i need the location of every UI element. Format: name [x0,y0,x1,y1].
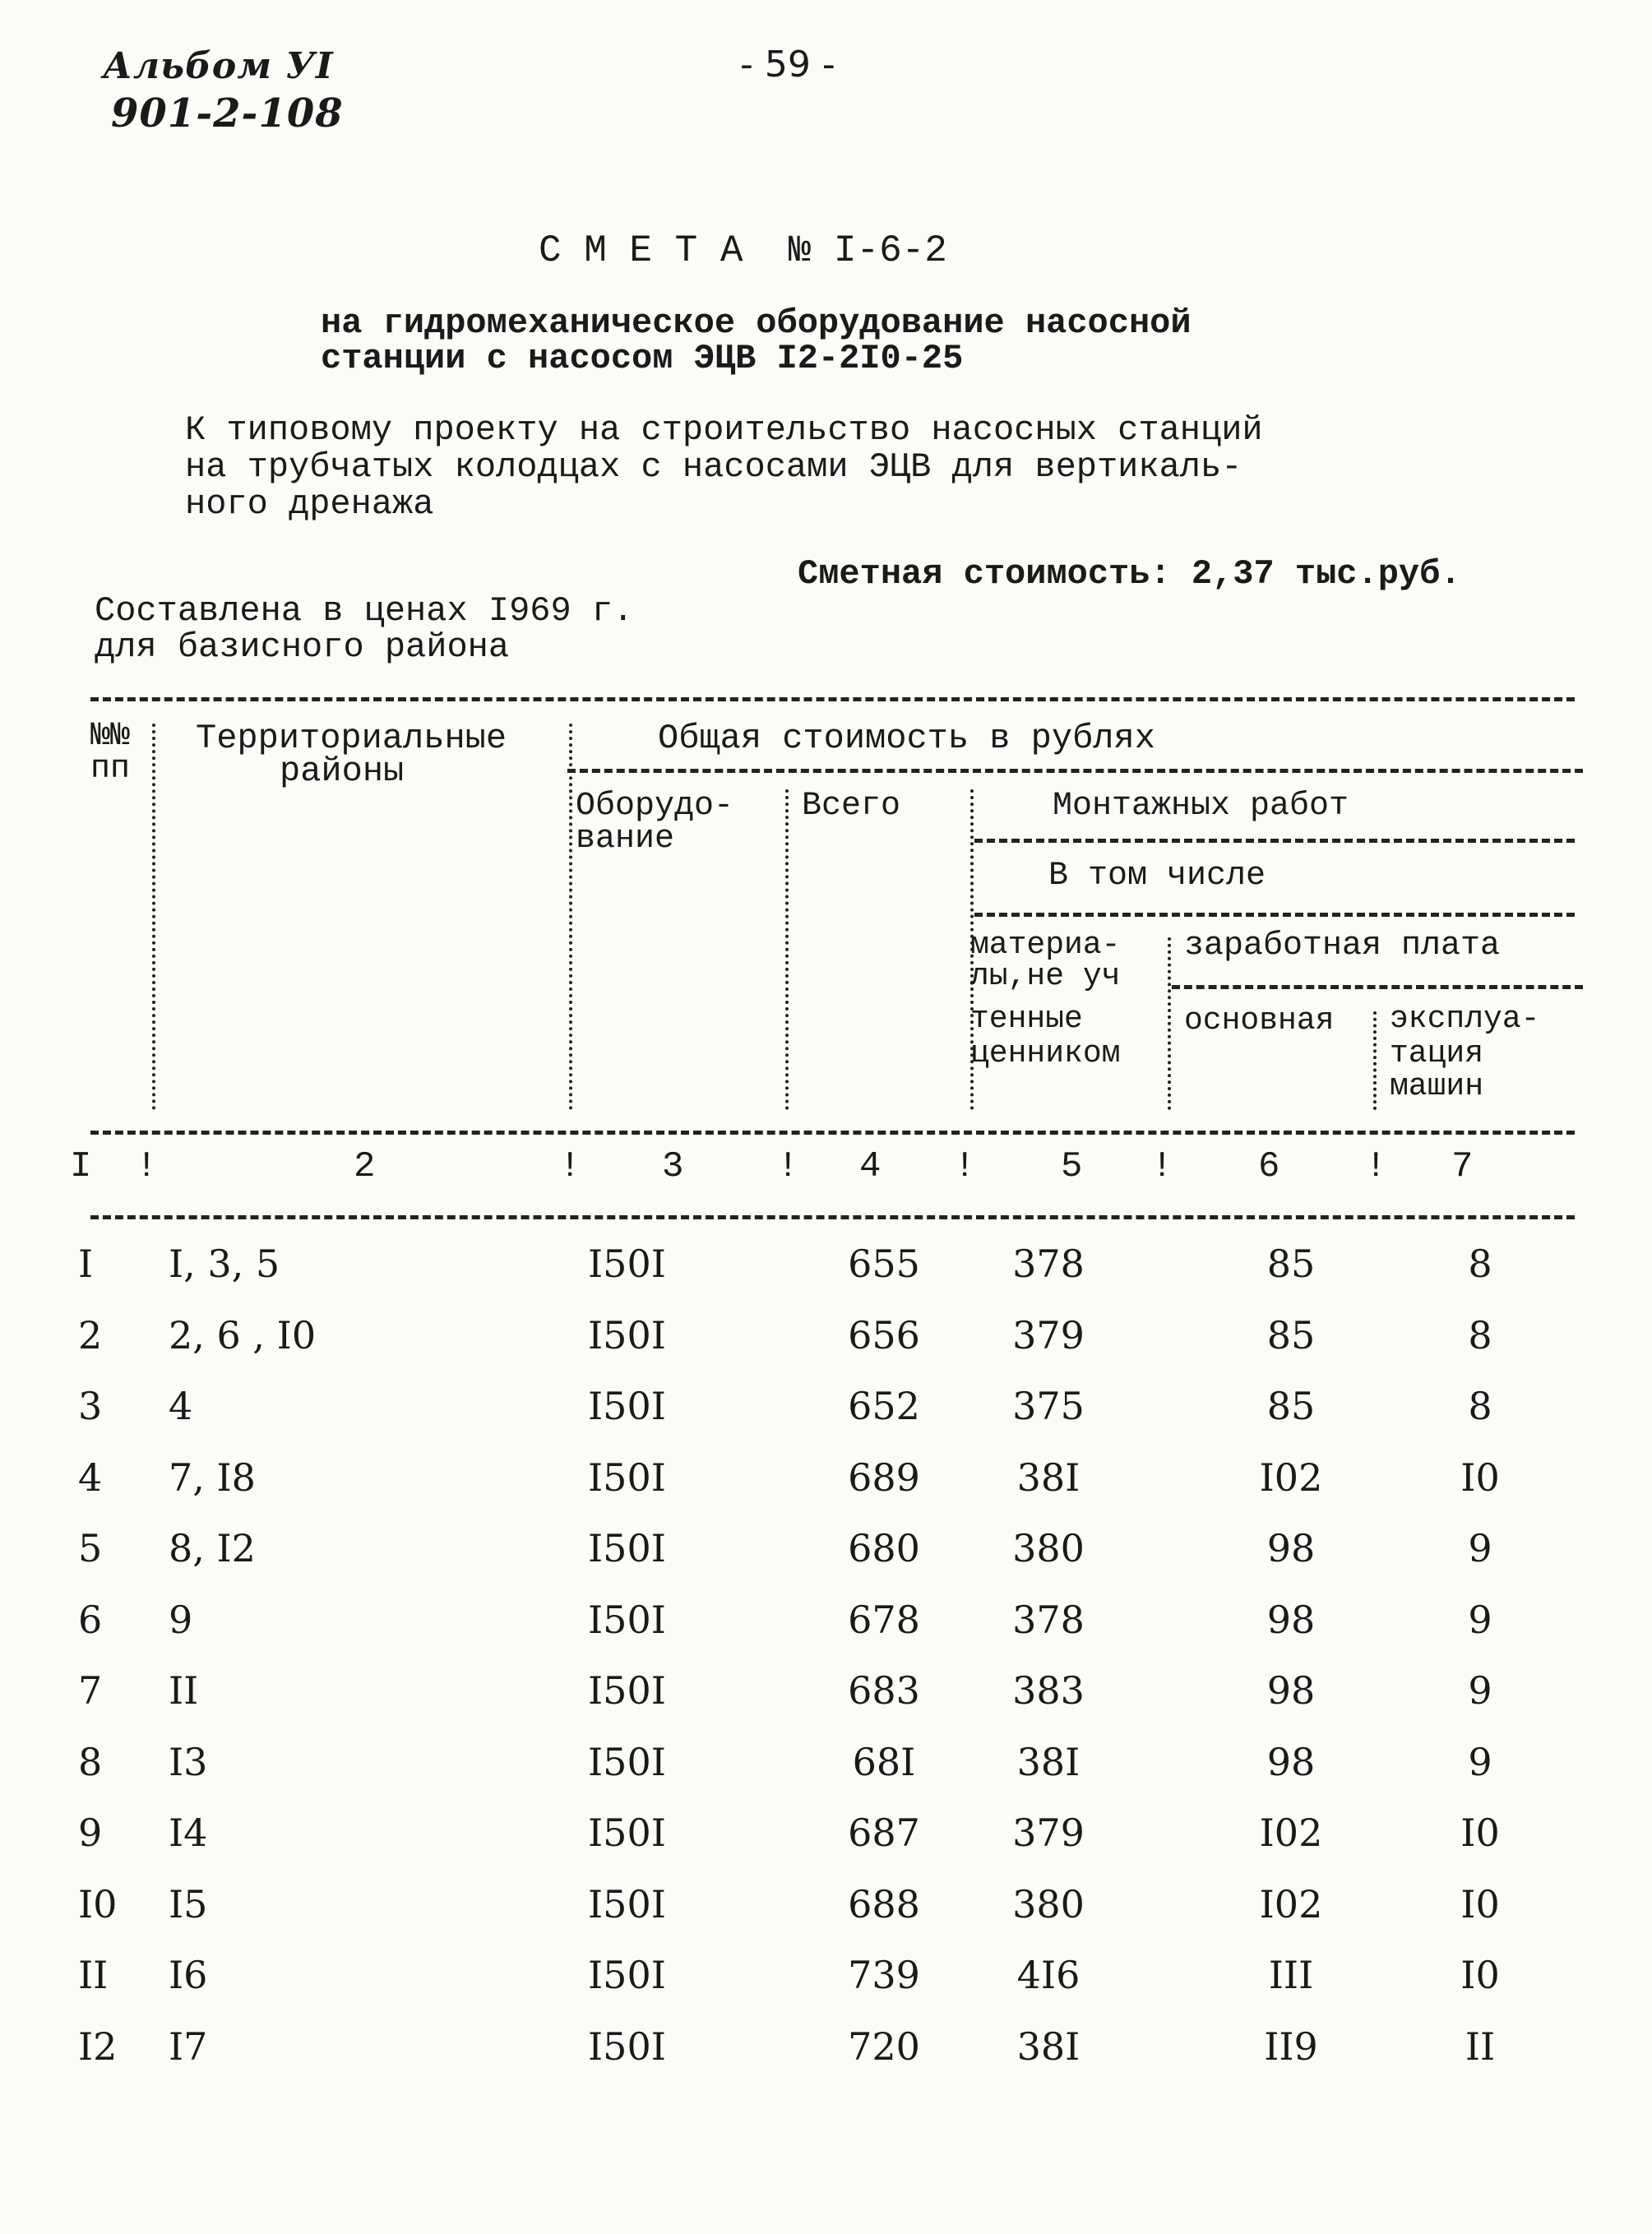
table-cell: I0 [1460,1455,1500,1500]
table-cell: 4I6 [1016,1953,1081,1997]
table-cell: II [1465,2024,1496,2069]
table-cell: I50I [588,1312,666,1358]
table-cell: 98 [1266,1526,1316,1570]
table-cell: I4 [169,1811,208,1855]
colnum-4: 4 [859,1146,882,1187]
table-cell: 8 [1468,1242,1492,1286]
hdr-machines-2: тация [1390,1036,1484,1071]
colnum-sep-2: ! [559,1146,581,1187]
vsep-6 [1373,1011,1377,1110]
table-cell: 687 [848,1811,920,1855]
table-cell: 9 [1468,1668,1492,1713]
table-cell: 739 [848,1953,920,1997]
colnum-7: 7 [1451,1146,1474,1187]
hdr-equipment-1: Оборудо- [576,788,734,825]
hdr-materials-2: лы,не уч [970,959,1121,994]
compiled-line-1: Составлена в ценах I969 г. [95,591,634,631]
table-cell: III [1268,1953,1314,1997]
table-cell: I50I [588,1384,666,1428]
table-cell: I7 [169,2024,208,2069]
table-cell: 85 [1266,1242,1316,1286]
table-cell: 7, I8 [169,1455,256,1500]
table-cell: 375 [1012,1384,1085,1428]
table-cell: 383 [1012,1668,1085,1713]
table-cell: 688 [848,1881,920,1926]
table-cell: 38I [1016,2024,1081,2069]
doc-title: С М Е Т А № I-6-2 [539,229,947,272]
table-cell: 683 [848,1668,920,1713]
table-cell: 2, 6 , I0 [169,1312,317,1358]
table-cell: 98 [1266,1739,1316,1784]
table-cell: 380 [1012,1526,1085,1570]
table-cell: 38I [1016,1739,1081,1784]
hdr-machines-3: машин [1390,1069,1484,1104]
rule-including [974,913,1575,917]
table-cell: 98 [1266,1597,1316,1642]
table-cell: I02 [1259,1881,1323,1926]
colnum-3: 3 [662,1146,684,1187]
row-number: 2 [78,1312,103,1358]
row-number: 4 [78,1455,103,1500]
table-cell: I50I [588,1953,666,1997]
table-cell: 652 [848,1384,920,1428]
row-number: 7 [78,1668,103,1713]
hdr-regions-1: Территориальные [196,719,507,758]
page-number: - 59 - [740,44,835,86]
row-number: II [78,1953,109,1997]
colnum-sep-6: ! [1365,1146,1387,1187]
table-cell: I50I [588,1739,666,1784]
table-cell: 720 [848,2024,920,2069]
colnum-6: 6 [1258,1146,1280,1187]
hdr-including: В том числе [1048,858,1266,895]
rule-colnum-bottom [90,1215,1575,1219]
rule-salary [1172,985,1583,989]
hdr-materials-3: тенные [970,1001,1083,1037]
table-cell: I5 [169,1881,208,1926]
table-cell: 9 [1468,1526,1492,1570]
table-cell: 379 [1012,1811,1085,1855]
table-cell: I3 [169,1739,208,1784]
table-cell: 8 [1468,1312,1492,1358]
subtitle-line-1: на гидромеханическое оборудование насосной [321,303,1192,343]
table-cell: 680 [848,1526,920,1570]
table-top-rule [90,697,1575,701]
table-cell: 38I [1016,1455,1081,1500]
project-line-2: на трубчатых колодцах с насосами ЭЦВ для вертикаль- [185,447,1242,487]
rule-total-cost [567,769,1583,773]
table-cell: I50I [588,2024,666,2069]
table-cell: 9 [1468,1597,1492,1642]
project-line-3: ного дренажа [185,484,434,524]
table-cell: I50I [588,1455,666,1500]
table-cell: I50I [588,1668,666,1713]
row-number: 8 [78,1739,103,1784]
row-number: 6 [78,1597,103,1642]
colnum-sep-1: ! [136,1146,158,1187]
hdr-salary: заработная плата [1184,927,1501,964]
table-cell: I, 3, 5 [169,1242,280,1286]
table-cell: I6 [169,1953,208,1997]
subtitle-line-2: станции с насосом ЭЦВ I2-2I0-25 [321,339,964,378]
table-cell: 379 [1012,1312,1085,1358]
rule-header-bottom [90,1131,1575,1135]
table-cell: 655 [848,1242,920,1286]
table-cell: 378 [1012,1242,1085,1286]
hdr-machines-1: эксплуа- [1390,1001,1540,1037]
row-number: 5 [78,1526,103,1570]
table-cell: I50I [588,1526,666,1570]
colnum-sep-4: ! [954,1146,976,1187]
hdr-basic: основная [1184,1003,1335,1038]
table-cell: I50I [588,1811,666,1855]
table-cell: 4 [169,1384,193,1428]
album-label: Альбом УI [103,45,334,87]
table-cell: I50I [588,1597,666,1642]
table-cell: 678 [848,1597,920,1642]
compiled-line-2: для базисного района [95,627,510,667]
rule-mounting [974,839,1575,843]
row-number: 3 [78,1384,103,1428]
row-number: I2 [78,2024,118,2069]
colnum-2: 2 [354,1146,376,1187]
hdr-total-cost: Общая стоимость в рублях [658,719,1155,758]
table-cell: 68I [852,1739,916,1784]
table-cell: 85 [1266,1384,1316,1428]
colnum-5: 5 [1061,1146,1083,1187]
table-cell: 8 [1468,1384,1492,1428]
colnum-1: I [70,1146,92,1187]
table-cell: 9 [1468,1739,1492,1784]
table-cell: 85 [1266,1312,1316,1358]
project-line-1: К типовому проекту на строительство насосных станций [185,410,1263,450]
table-cell: I0 [1460,1811,1500,1855]
table-cell: II [169,1668,199,1713]
hdr-num-1: №№ [90,718,131,755]
hdr-regions-2: районы [280,752,405,791]
hdr-all: Всего [802,788,901,825]
hdr-materials-1: материа- [970,927,1121,963]
hdr-mounting: Монтажных работ [1053,788,1349,825]
table-cell: I02 [1259,1455,1323,1500]
row-number: 9 [78,1811,103,1855]
vsep-2 [569,724,572,1110]
table-cell: I02 [1259,1811,1323,1855]
table-cell: 8, I2 [169,1526,256,1570]
estimated-cost: Сметная стоимость: 2,37 тыс.руб. [798,554,1461,594]
table-cell: 380 [1012,1881,1085,1926]
hdr-materials-4: ценником [970,1036,1121,1071]
table-cell: 98 [1266,1668,1316,1713]
row-number: I0 [78,1881,118,1926]
row-number: I [78,1242,94,1286]
table-cell: II9 [1264,2024,1318,2069]
colnum-sep-5: ! [1151,1146,1173,1187]
vsep-5 [1168,937,1171,1110]
hdr-equipment-2: вание [576,821,675,858]
table-cell: I50I [588,1242,666,1286]
hdr-num-2: пп [90,751,131,788]
table-cell: I0 [1460,1881,1500,1926]
table-cell: I50I [588,1881,666,1926]
table-cell: 378 [1012,1597,1085,1642]
vsep-3 [785,789,789,1110]
vsep-1 [152,724,155,1110]
table-cell: 689 [848,1455,920,1500]
album-code: 901-2-108 [111,90,344,136]
table-cell: I0 [1460,1953,1500,1997]
table-cell: 656 [848,1312,920,1358]
colnum-sep-3: ! [777,1146,799,1187]
table-cell: 9 [169,1597,193,1642]
